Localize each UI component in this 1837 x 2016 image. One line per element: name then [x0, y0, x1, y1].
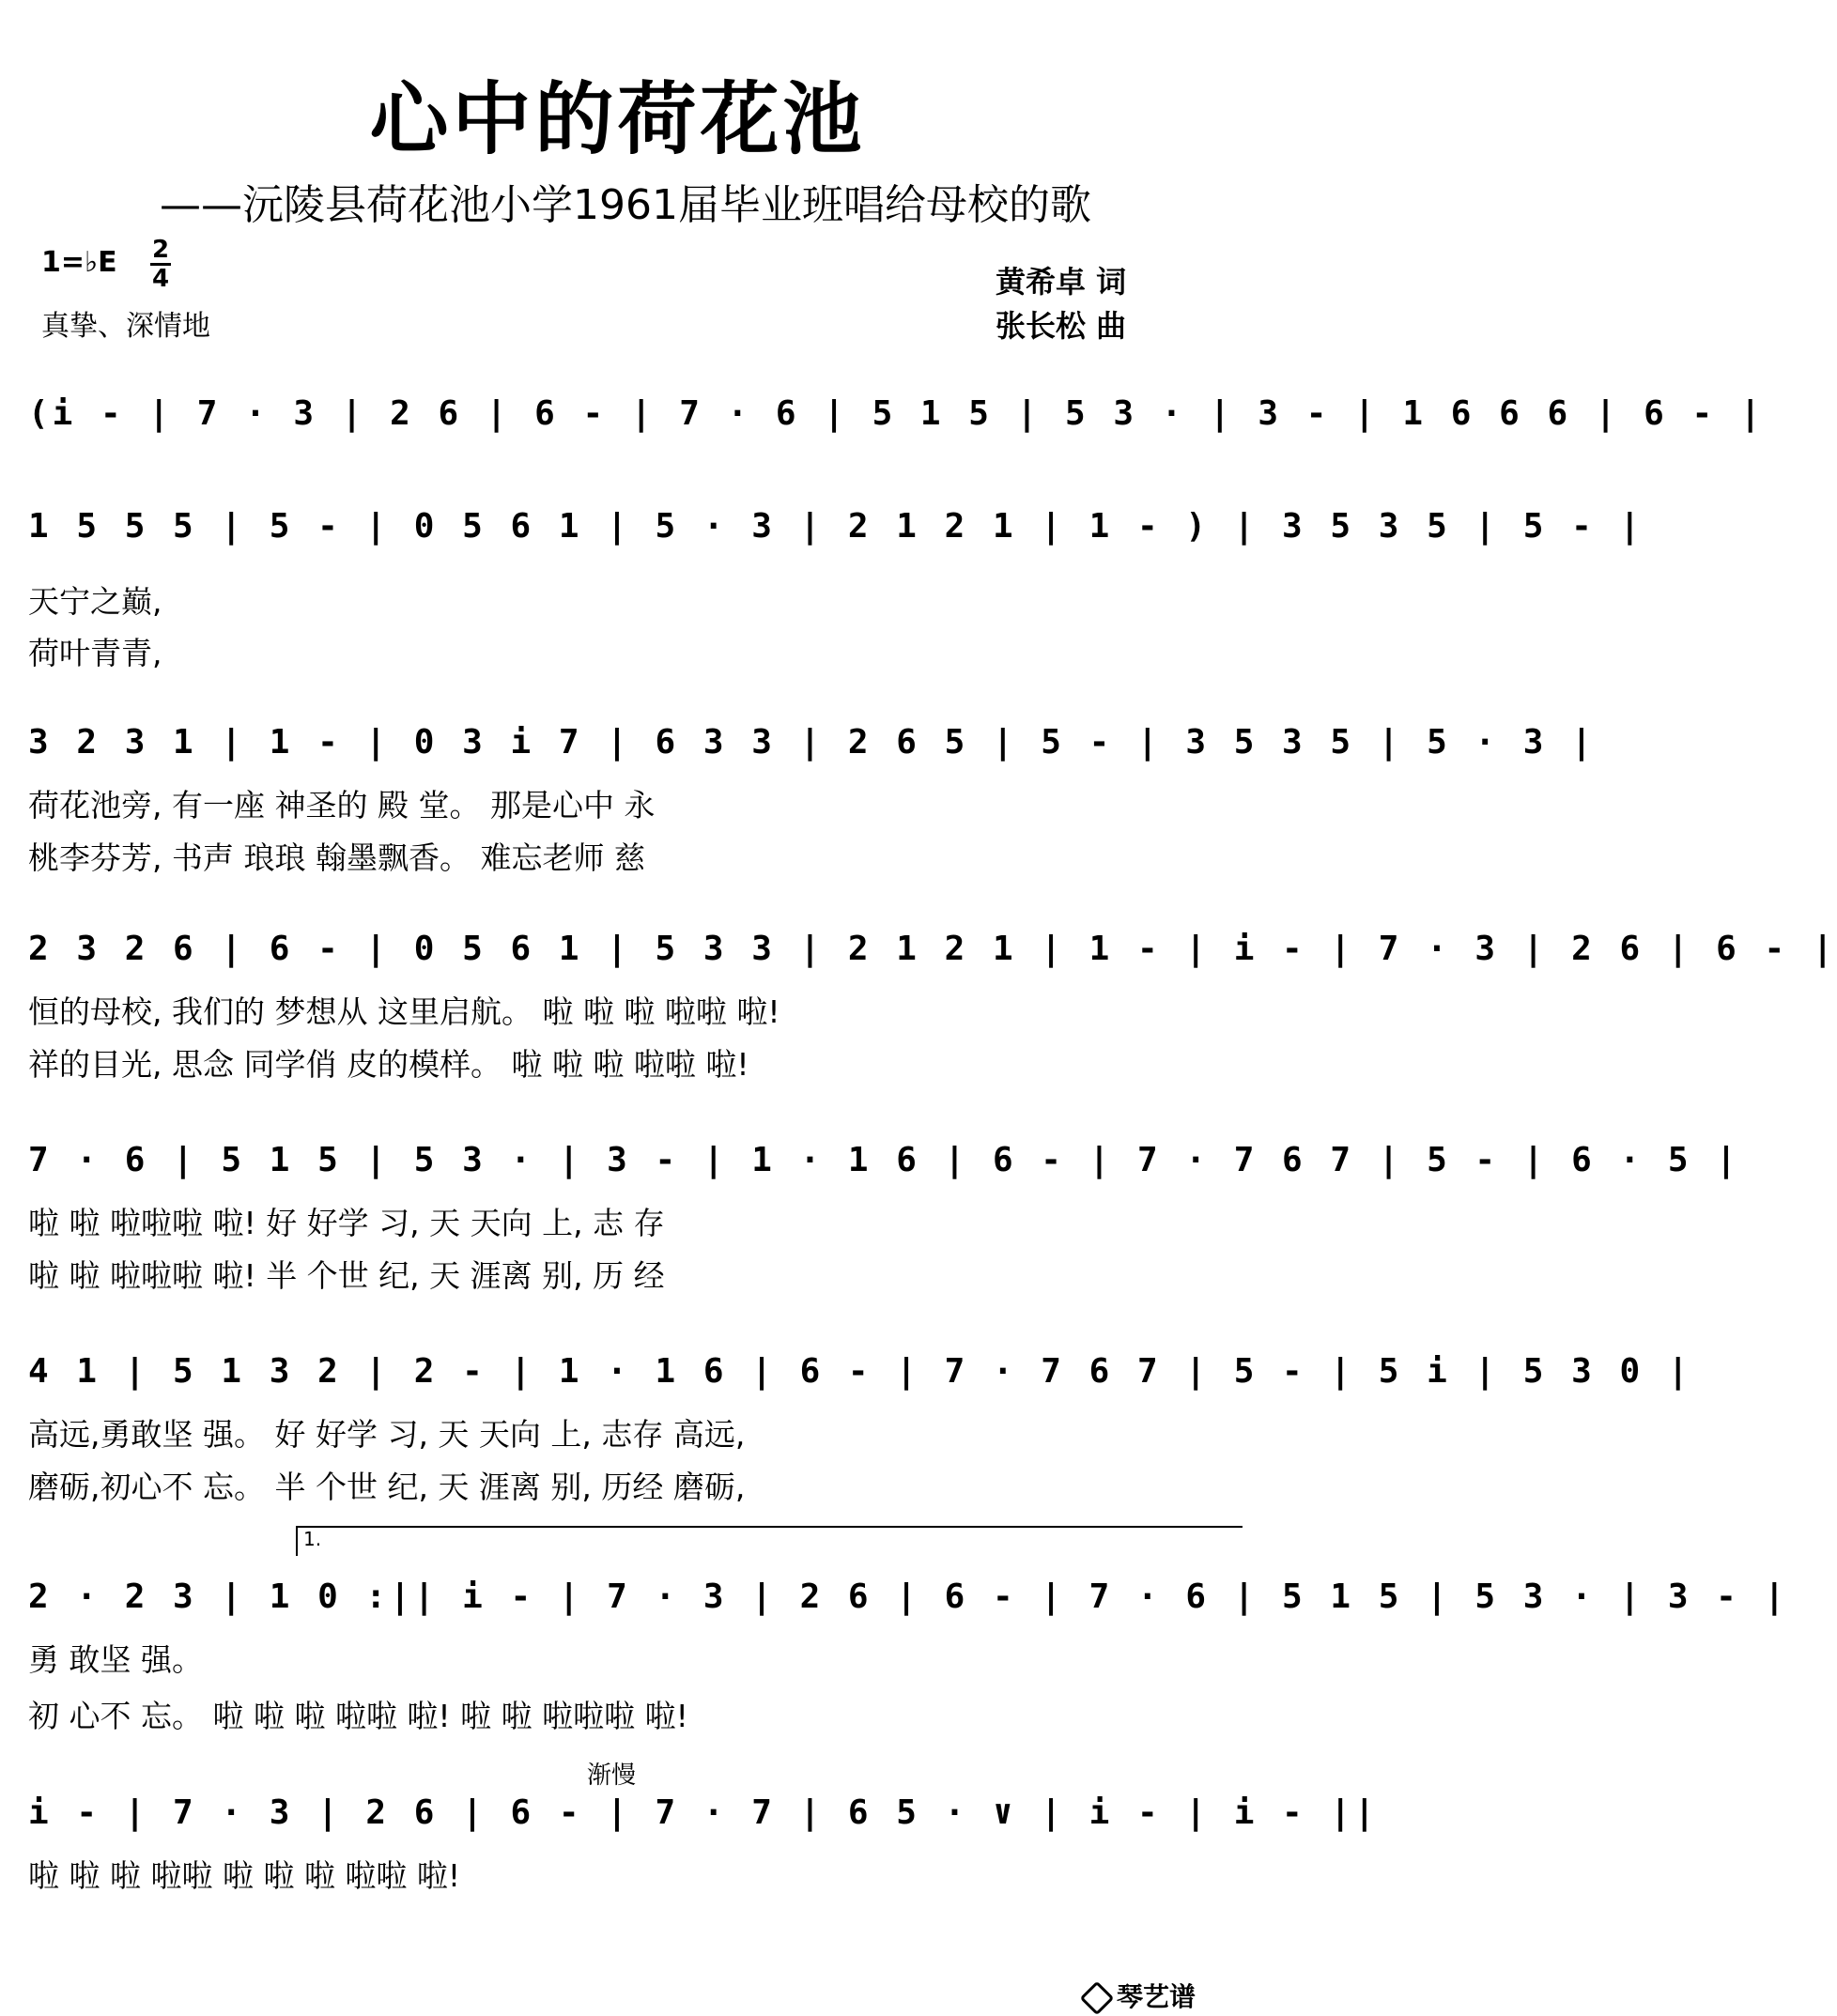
lyric-verse-2: 磨砺,初心不 忘。 半 个世 纪, 天 涯离 别, 历经 磨砺, [28, 1469, 746, 1505]
meter-bottom: 4 [151, 265, 170, 293]
notation: 7 · 6 | 5 1 5 | 5 3 · | 3 - | 1 · 1 6 | 6 - | 7 · 7 6 7 | 5 - | 6 · 5 | [28, 1141, 1740, 1179]
tempo-mark: 渐慢 [587, 1762, 637, 1790]
song-subtitle: ——沅陵县荷花池小学1961届毕业班唱给母校的歌 [160, 181, 1091, 229]
lyric-verse-2: 啦 啦 啦啦啦 啦! 半 个世 纪, 天 涯离 别, 历 经 [28, 1257, 665, 1294]
composer-credit: 张长松 曲 [996, 308, 1127, 344]
meter-top: 2 [151, 236, 170, 264]
lyric-verse-1: 恒的母校, 我们的 梦想从 这里启航。 啦 啦 啦 啦啦 啦! [28, 993, 780, 1030]
key-signature: 1=♭E [41, 246, 117, 279]
lyric-verse-1: 高远,勇敢坚 强。 好 好学 习, 天 天向 上, 志存 高远, [28, 1416, 746, 1453]
notation: 3 2 3 1 | 1 - | 0 3 i 7 | 6 3 3 | 2 6 5 | 5 - | 3 5 3 5 | 5 · 3 | [28, 723, 1596, 762]
notation: 1 5 5 5 | 5 - | 0 5 6 1 | 5 · 3 | 2 1 2 1 | 1 - ) | 3 5 3 5 | 5 - | [28, 507, 1644, 546]
notation: 2 · 2 3 | 1 0 :|| i - | 7 · 3 | 2 6 | 6 - | 7 · 6 | 5 1 5 | 5 3 · | 3 - | [28, 1577, 1789, 1616]
lyric-verse-1: 天宁之巅, [28, 583, 162, 620]
lyric-verse-1: 啦 啦 啦啦啦 啦! 好 好学 习, 天 天向 上, 志 存 [28, 1205, 665, 1241]
lyric-verse-2: 初 心不 忘。 啦 啦 啦 啦啦 啦! 啦 啦 啦啦啦 啦! [28, 1698, 688, 1734]
lyricist-credit: 黄希卓 词 [996, 264, 1127, 300]
watermark-logo [1085, 1977, 1196, 2014]
lyric-verse-1: 荷花池旁, 有一座 神圣的 殿 堂。 那是心中 永 [28, 787, 656, 823]
lyric-verse-2: 桃李芬芳, 书声 琅琅 翰墨飘香。 难忘老师 慈 [28, 839, 645, 876]
logo-icon [1080, 1981, 1115, 2016]
notation: (i - | 7 · 3 | 2 6 | 6 - | 7 · 6 | 5 1 5 | 5 3 · | 3 - | 1 6 6 6 | 6 - | [28, 394, 1765, 433]
expression-mark: 真挚、深情地 [41, 310, 210, 343]
first-ending-bracket: 1. [296, 1526, 1243, 1556]
lyric-verse-1: 勇 敢坚 强。 [28, 1641, 203, 1678]
notation: 2 3 2 6 | 6 - | 0 5 6 1 | 5 3 3 | 2 1 2 1 | 1 - | i - | 7 · 3 | 2 6 | 6 - | [28, 930, 1837, 968]
time-signature [150, 237, 171, 292]
lyric-verse-1: 啦 啦 啦 啦啦 啦 啦 啦 啦啦 啦! [28, 1857, 461, 1894]
lyric-verse-2: 祥的目光, 思念 同学俏 皮的模样。 啦 啦 啦 啦啦 啦! [28, 1046, 749, 1083]
song-title: 心中的荷花池 [369, 73, 866, 165]
lyric-verse-2: 荷叶青青, [28, 635, 162, 671]
notation: i - | 7 · 3 | 2 6 | 6 - | 7 · 7 | 6 5 · ∨ | i - | i - || [28, 1793, 1379, 1832]
notation: 4 1 | 5 1 3 2 | 2 - | 1 · 1 6 | 6 - | 7 · 7 6 7 | 5 - | 5 i | 5 3 0 | [28, 1352, 1692, 1391]
watermark-text: 琴艺谱 [1117, 1981, 1196, 2012]
